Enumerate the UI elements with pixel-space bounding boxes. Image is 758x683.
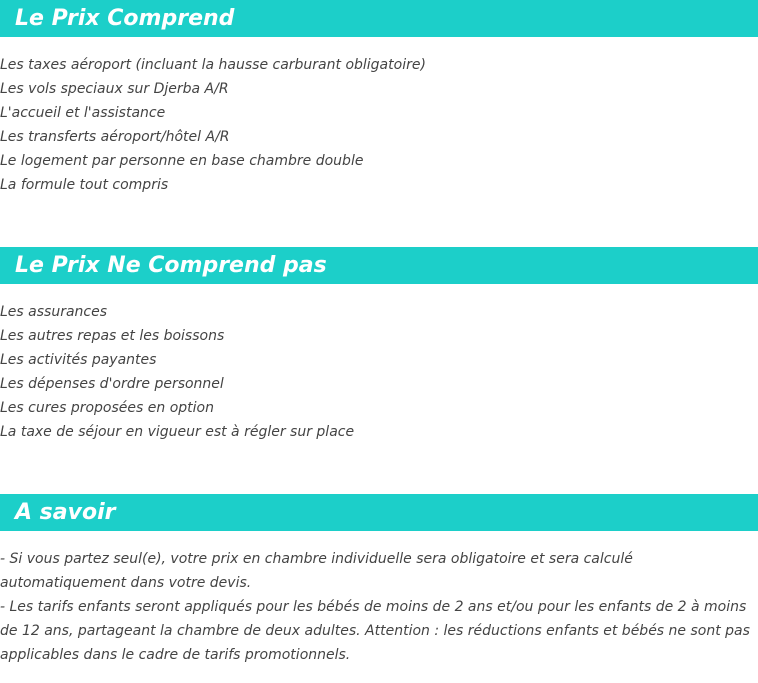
list-item: Les assurances (0, 304, 108, 320)
list-item: Les cures proposées en option (0, 400, 214, 416)
list-item: Les taxes aéroport (incluant la hausse carburant obligatoire) (0, 57, 426, 73)
section-a-savoir (0, 494, 758, 667)
list-item: Le logement par personne en base chambre double (0, 153, 364, 169)
list-item: La formule tout compris (0, 177, 169, 193)
list-item: Les activités payantes (0, 352, 157, 368)
list-item: Les vols speciaux sur Djerba A/R (0, 81, 229, 97)
list-item: Les dépenses d'ordre personnel (0, 376, 224, 392)
section-heading: Le Prix Ne Comprend pas (0, 247, 758, 284)
section-heading: Le Prix Comprend (0, 0, 758, 37)
included-list (0, 37, 758, 197)
list-item: Les autres repas et les boissons (0, 328, 225, 344)
note-paragraph: - Les tarifs enfants seront appliqués pour les bébés de moins de 2 ans et/ou pour les enfants de 2 à moins de 12 ans, partageant la chambre de deux adultes. Attention : les réductions enfants et bébés ne sont pas applicables dans le cadre de tarifs promotionnels. (0, 599, 750, 663)
list-item: L'accueil et l'assistance (0, 105, 166, 121)
list-item: La taxe de séjour en vigueur est à régler sur place (0, 424, 355, 440)
notes-block (0, 531, 758, 667)
not-included-list (0, 284, 758, 444)
section-heading: A savoir (0, 494, 758, 531)
note-paragraph: - Si vous partez seul(e), votre prix en chambre individuelle sera obligatoire et sera calculé automatiquement dans votre devis. (0, 551, 633, 591)
section-prix-ne-comprend-pas (0, 247, 758, 444)
section-prix-comprend (0, 0, 758, 197)
list-item: Les transferts aéroport/hôtel A/R (0, 129, 230, 145)
